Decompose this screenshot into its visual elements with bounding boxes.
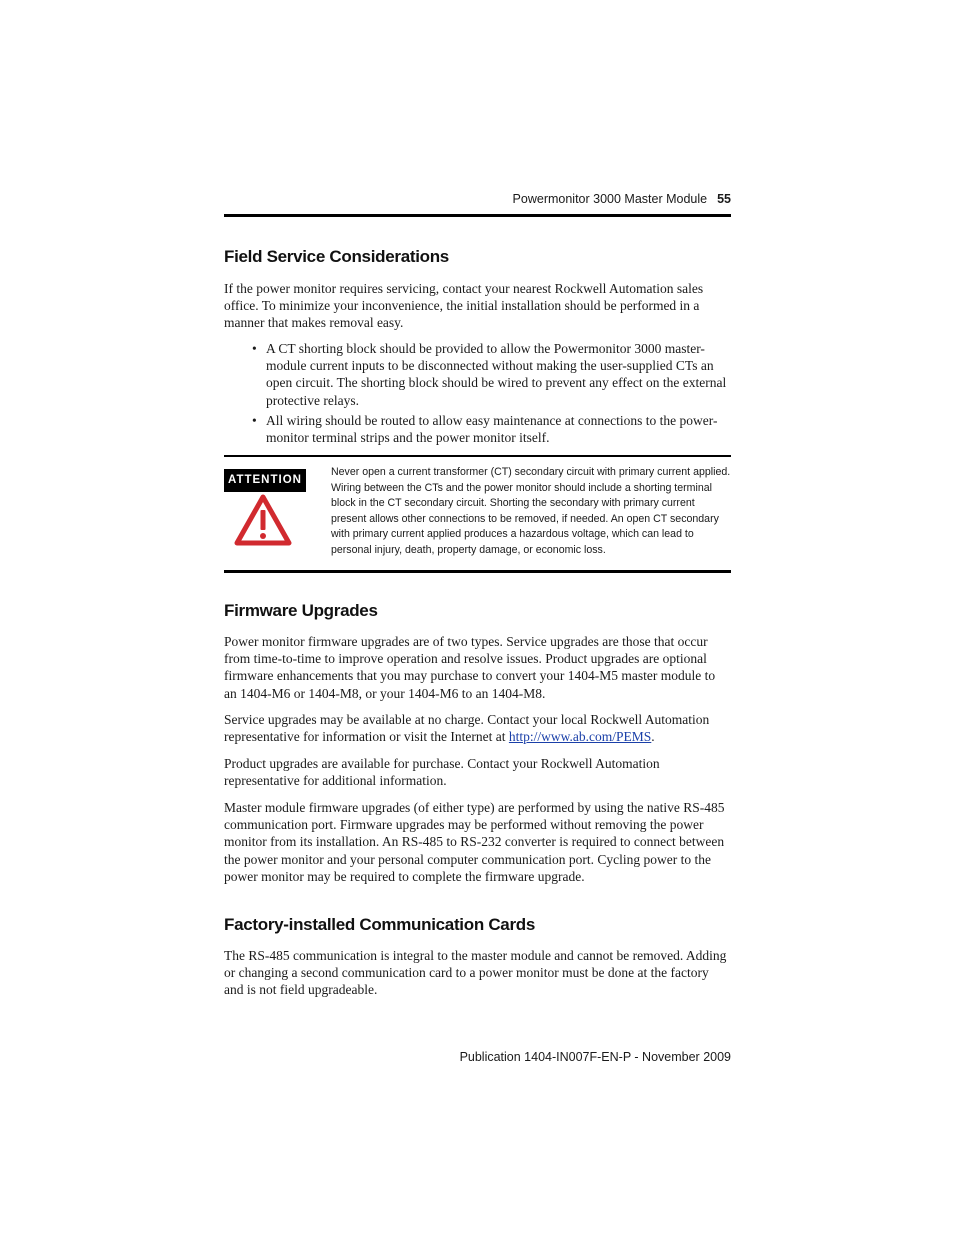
page-number: 55 <box>717 192 731 206</box>
heading-firmware-upgrades: Firmware Upgrades <box>224 601 378 620</box>
heading-field-service: Field Service Considerations <box>224 247 449 266</box>
warning-triangle-icon <box>234 494 292 546</box>
list-item: • All wiring should be routed to allow easy maintenance at connections to the power-monitor terminal strips and the power monitor itself. <box>252 412 718 446</box>
firmware-paragraph-3: Product upgrades are available for purchase. Contact your Rockwell Automation representative for additional information. <box>224 756 660 789</box>
attention-badge: ATTENTION <box>224 469 306 492</box>
bullet-icon: • <box>252 412 257 428</box>
pems-link[interactable]: http://www.ab.com/PEMS <box>508 729 652 745</box>
communication-cards-paragraph: The RS-485 communication is integral to the master module and cannot be removed. Adding or changing a second communication card to a power monitor must be done at the factory and is not field upgradeable. <box>224 948 727 998</box>
firmware-paragraph-2: Service upgrades may be available at no charge. Contact your local Rockwell Automation representative for information or visit the Internet at http://www.ab.com/PEMS. <box>224 712 710 745</box>
attention-bottom-rule <box>224 570 731 573</box>
heading-communication-cards: Factory-installed Communication Cards <box>224 915 536 934</box>
attention-top-rule <box>224 455 731 457</box>
header-rule <box>224 214 731 217</box>
running-title: Powermonitor 3000 Master Module <box>512 192 708 206</box>
bullet-icon: • <box>252 341 257 356</box>
firmware-paragraph-1: Power monitor firmware upgrades are of two types. Service upgrades are those that occur from time-to-time to improve operation and resolve issues. Product upgrades are optional firmware enhancements that you may purchase to convert your 1404-M5 master module to an 1404-M6 or 1404-M8, or your 1404-M6 to an 1404-M8. <box>224 634 716 701</box>
publication-footer: Publication 1404-IN007F-EN-P - November 2009 <box>459 1050 731 1064</box>
field-service-intro: If the power monitor requires servicing, contact your nearest Rockwell Automation sales office. To minimize your inconvenience, the initial installation should be performed in a manner that makes removal easy. <box>224 281 704 331</box>
field-service-bullets <box>252 340 730 449</box>
running-header <box>513 192 731 206</box>
attention-text: Never open a current transformer (CT) secondary circuit with primary current applied. Wiring between the CTs and the power monitor should include a shorting terminal block in the CT secondary circuit. Shorting the secondary with primary current present allows other connections to be removed, if needed. An open CT secondary with primary current applied produces a hazardous voltage, which can lead to personal injury, death, property damage, or economic loss. <box>331 466 731 556</box>
firmware-paragraph-4: Master module firmware upgrades (of either type) are performed by using the native RS-485 communication port. Firmware upgrades may be performed without removing the power monitor from its installation. An RS-485 to RS-232 converter is required to connect between the power monitor and your personal computer communication port. Cycling power to the power monitor may be required to complete the firmware upgrade. <box>224 800 725 884</box>
list-item: • A CT shorting block should be provided to allow the Powermonitor 3000 master-module current inputs to be disconnected without making the user-supplied CTs an open circuit. The shorting block should be wired to prevent any effect on the external protective relays. <box>252 341 727 408</box>
